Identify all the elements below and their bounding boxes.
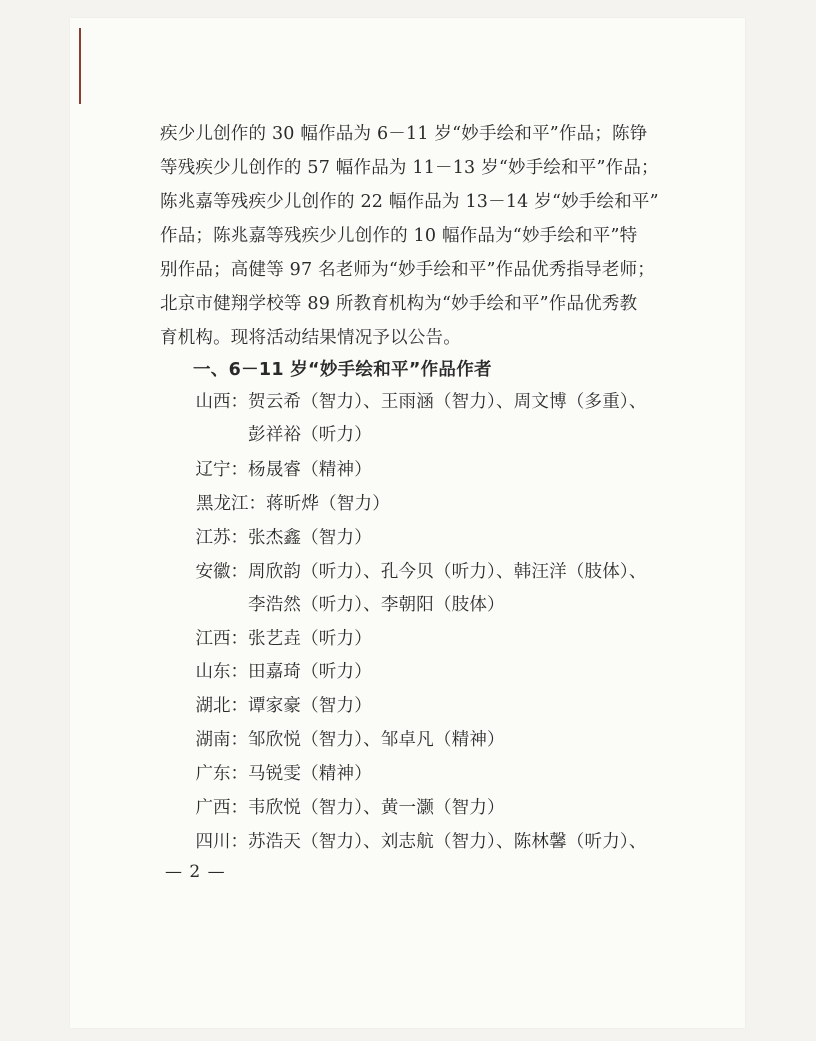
province-label: 广西： xyxy=(195,798,248,818)
province-label: 江西： xyxy=(195,629,248,649)
intro-line: 作品；陈兆嘉等残疾少儿创作的 10 幅作品为“妙手绘和平”特 xyxy=(160,226,638,246)
author-names: 杨晟睿（精神） xyxy=(248,460,372,480)
list-item xyxy=(0,391,816,459)
province-label: 广东： xyxy=(195,764,248,784)
province-label: 安徽： xyxy=(195,562,248,582)
intro-line: 陈兆嘉等残疾少儿创作的 22 幅作品为 13－14 岁“妙手绘和平” xyxy=(160,192,659,212)
author-names: 贺云希（智力）、王雨涵（智力）、周文博（多重）、 xyxy=(248,392,647,412)
author-names: 谭家豪（智力） xyxy=(248,696,372,716)
province-label: 山东： xyxy=(195,662,248,682)
intro-line: 北京市健翔学校等 89 所教育机构为“妙手绘和平”作品优秀教 xyxy=(160,294,638,314)
page-number: — 2 — xyxy=(165,862,226,882)
list-item xyxy=(0,561,816,629)
author-names: 彭祥裕（听力） xyxy=(248,425,372,445)
province-label: 四川： xyxy=(195,832,248,852)
province-label: 湖北： xyxy=(195,696,248,716)
province-label: 湖南： xyxy=(195,730,248,750)
list-item xyxy=(0,831,816,899)
author-names: 蒋昕烨（智力） xyxy=(266,494,390,514)
author-names: 韦欣悦（智力）、黄一灏（智力） xyxy=(248,798,505,818)
intro-line: 育机构。现将活动结果情况予以公告。 xyxy=(160,328,461,348)
province-label: 山西： xyxy=(195,392,248,412)
author-names: 周欣韵（听力）、孔今贝（听力）、韩汪洋（肢体）、 xyxy=(248,562,647,582)
author-names: 田嘉琦（听力） xyxy=(248,662,372,682)
province-label: 江苏： xyxy=(195,528,248,548)
author-names: 苏浩天（智力）、刘志航（智力）、陈林馨（听力）、 xyxy=(248,832,647,852)
author-names: 张杰鑫（智力） xyxy=(248,528,372,548)
intro-line: 疾少儿创作的 30 幅作品为 6－11 岁“妙手绘和平”作品；陈铮 xyxy=(160,124,648,144)
province-label: 辽宁： xyxy=(195,460,248,480)
author-names: 张艺垚（听力） xyxy=(248,629,372,649)
intro-line: 别作品；高健等 97 名老师为“妙手绘和平”作品优秀指导老师； xyxy=(160,260,655,280)
author-names: 邹欣悦（智力）、邹卓凡（精神） xyxy=(248,730,505,750)
author-names: 李浩然（听力）、李朝阳（肢体） xyxy=(248,595,505,615)
section-heading: 一、6－11 岁“妙手绘和平”作品作者 xyxy=(193,360,492,380)
author-names: 马锐雯（精神） xyxy=(248,764,372,784)
province-label: 黑龙江： xyxy=(196,494,266,514)
intro-line: 等残疾少儿创作的 57 幅作品为 11－13 岁“妙手绘和平”作品； xyxy=(160,158,659,178)
